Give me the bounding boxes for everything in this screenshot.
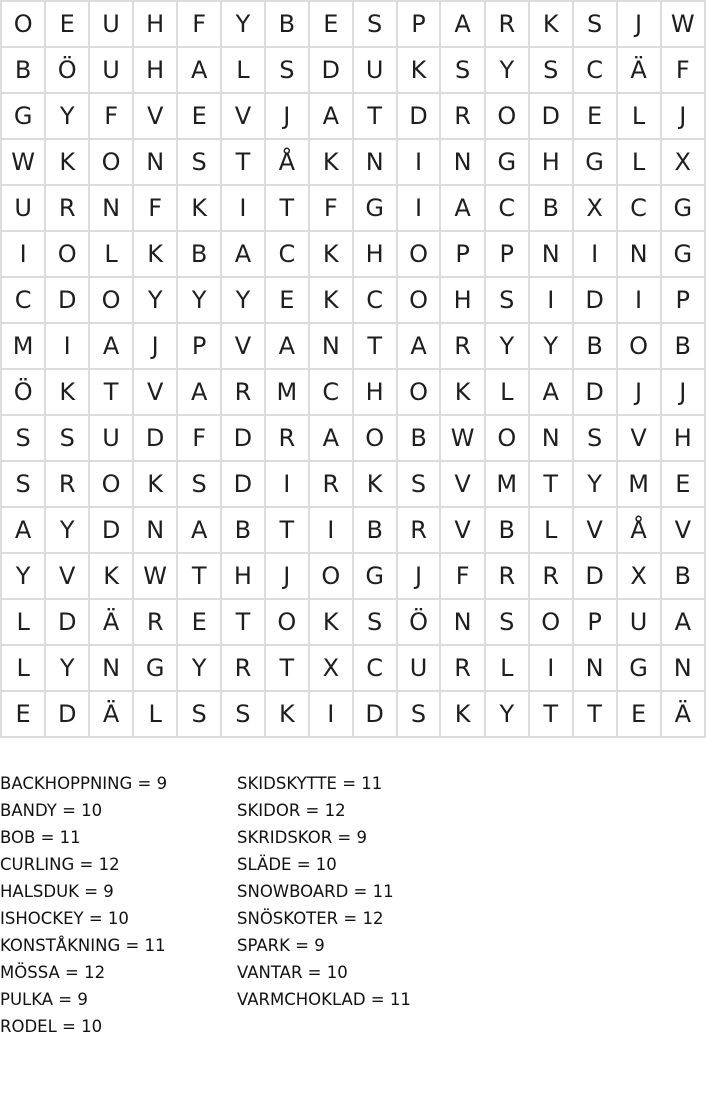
grid-cell[interactable]: N [440,139,484,185]
grid-cell[interactable]: J [617,1,661,47]
grid-cell[interactable]: J [265,93,309,139]
grid-cell[interactable]: F [309,185,353,231]
grid-cell[interactable]: K [353,461,397,507]
grid-cell[interactable]: Ö [397,599,441,645]
grid-cell[interactable]: D [45,691,89,737]
grid-cell[interactable]: Y [529,323,573,369]
grid-cell[interactable]: P [485,231,529,277]
grid-cell[interactable]: J [617,369,661,415]
grid-row [1,369,705,415]
grid-row [1,323,705,369]
grid-cell[interactable]: O [397,277,441,323]
grid-cell[interactable]: I [221,185,265,231]
grid-cell[interactable]: G [353,553,397,599]
grid-cell[interactable]: W [661,1,705,47]
word-list-item: SPARK = 9 [237,936,325,955]
grid-cell[interactable]: E [177,599,221,645]
grid-cell[interactable]: I [397,139,441,185]
grid-cell[interactable]: S [177,139,221,185]
grid-cell[interactable]: A [309,415,353,461]
grid-cell[interactable]: G [133,645,177,691]
grid-row [1,461,705,507]
grid-cell[interactable]: B [485,507,529,553]
grid-cell[interactable]: G [353,185,397,231]
grid-cell[interactable]: F [661,47,705,93]
grid-cell[interactable]: E [661,461,705,507]
grid-cell[interactable]: H [133,1,177,47]
grid-cell[interactable]: Å [265,139,309,185]
word-list-item: HALSDUK = 9 [0,882,114,901]
grid-cell[interactable]: I [309,691,353,737]
grid-cell[interactable]: O [89,461,133,507]
grid-cell[interactable]: J [661,369,705,415]
grid-cell[interactable]: H [661,415,705,461]
grid-cell[interactable]: E [617,691,661,737]
grid-cell[interactable]: O [485,93,529,139]
grid-cell[interactable]: X [617,553,661,599]
grid-cell[interactable]: U [89,47,133,93]
grid-cell[interactable]: Ö [45,47,89,93]
grid-cell[interactable]: P [397,1,441,47]
grid-cell[interactable]: I [397,185,441,231]
word-list-item: SNOWBOARD = 11 [237,882,394,901]
grid-cell[interactable]: I [1,231,45,277]
grid-cell[interactable]: N [573,645,617,691]
grid-cell[interactable]: O [485,415,529,461]
grid-cell[interactable]: F [89,93,133,139]
grid-cell[interactable]: A [529,369,573,415]
grid-cell[interactable]: N [529,415,573,461]
grid-cell[interactable]: R [265,415,309,461]
grid-cell[interactable]: R [485,1,529,47]
grid-cell[interactable]: W [440,415,484,461]
grid-cell[interactable]: R [440,645,484,691]
grid-cell[interactable]: E [1,691,45,737]
grid-cell[interactable]: A [397,323,441,369]
grid-cell[interactable]: A [177,47,221,93]
grid-cell[interactable]: E [177,93,221,139]
grid-cell[interactable]: D [353,691,397,737]
grid-cell[interactable]: S [573,415,617,461]
grid-cell[interactable]: R [221,645,265,691]
grid-cell[interactable]: L [485,645,529,691]
grid-cell[interactable]: L [221,47,265,93]
grid-cell[interactable]: U [353,47,397,93]
grid-cell[interactable]: A [661,599,705,645]
grid-row [1,231,705,277]
word-list-item: PULKA = 9 [0,990,88,1009]
grid-cell[interactable]: G [485,139,529,185]
word-list-item: SNÖSKOTER = 12 [237,909,384,928]
grid-cell[interactable]: C [617,185,661,231]
grid-cell[interactable]: Y [133,277,177,323]
grid-cell[interactable]: I [529,277,573,323]
grid-cell[interactable]: O [353,415,397,461]
grid-cell[interactable]: N [89,645,133,691]
grid-cell[interactable]: Y [1,553,45,599]
word-list-item: BOB = 11 [0,828,81,847]
grid-cell[interactable]: V [133,93,177,139]
grid-cell[interactable]: C [573,47,617,93]
grid-cell[interactable]: D [309,47,353,93]
grid-cell[interactable]: K [529,1,573,47]
grid-cell[interactable]: A [309,93,353,139]
grid-cell[interactable]: Y [221,1,265,47]
grid-cell[interactable]: M [1,323,45,369]
grid-row [1,553,705,599]
grid-cell[interactable]: K [89,553,133,599]
grid-cell[interactable]: P [661,277,705,323]
grid-cell[interactable]: B [353,507,397,553]
grid-cell[interactable]: C [265,231,309,277]
grid-cell[interactable]: L [617,93,661,139]
grid-cell[interactable]: B [573,323,617,369]
grid-cell[interactable]: D [529,93,573,139]
grid-cell[interactable]: N [133,139,177,185]
grid-cell[interactable]: N [617,231,661,277]
grid-cell[interactable]: R [529,553,573,599]
grid-cell[interactable]: D [133,415,177,461]
grid-cell[interactable]: Y [485,47,529,93]
word-list-item: SKIDSKYTTE = 11 [237,774,383,793]
grid-cell[interactable]: X [661,139,705,185]
word-list-item: ISHOCKEY = 10 [0,909,129,928]
word-list-item: SLÄDE = 10 [237,855,337,874]
grid-cell[interactable]: R [440,93,484,139]
grid-cell[interactable]: B [529,185,573,231]
grid-row [1,47,705,93]
word-list-item: CURLING = 12 [0,855,120,874]
grid-cell[interactable]: N [309,323,353,369]
grid-cell[interactable]: K [309,599,353,645]
grid-cell[interactable]: D [89,507,133,553]
grid-cell[interactable]: Ä [89,691,133,737]
grid-cell[interactable]: W [133,553,177,599]
grid-cell[interactable]: G [661,231,705,277]
grid-cell[interactable]: M [617,461,661,507]
grid-cell[interactable]: T [265,185,309,231]
grid-cell[interactable]: B [177,231,221,277]
grid-row [1,415,705,461]
grid-cell[interactable]: S [265,47,309,93]
grid-cell[interactable]: U [397,645,441,691]
grid-cell[interactable]: A [221,231,265,277]
grid-cell[interactable]: E [573,93,617,139]
grid-cell[interactable]: T [221,139,265,185]
grid-cell[interactable]: R [485,553,529,599]
grid-cell[interactable]: V [133,369,177,415]
grid-cell[interactable]: S [177,461,221,507]
grid-cell[interactable]: K [440,691,484,737]
grid-cell[interactable]: J [397,553,441,599]
grid-cell[interactable]: Y [177,277,221,323]
grid-cell[interactable]: K [45,139,89,185]
grid-cell[interactable]: E [309,1,353,47]
grid-cell[interactable]: I [45,323,89,369]
grid-cell[interactable]: J [133,323,177,369]
grid-cell[interactable]: T [221,599,265,645]
grid-row [1,691,705,737]
grid-cell[interactable]: O [1,1,45,47]
word-list-item: VARMCHOKLAD = 11 [237,990,411,1009]
grid-cell[interactable]: H [353,231,397,277]
grid-cell[interactable]: T [177,553,221,599]
grid-cell[interactable]: V [440,461,484,507]
grid-cell[interactable]: O [397,231,441,277]
grid-cell[interactable]: S [397,691,441,737]
grid-cell[interactable]: L [617,139,661,185]
grid-cell[interactable]: H [440,277,484,323]
grid-cell[interactable]: S [529,47,573,93]
grid-cell[interactable]: Ä [89,599,133,645]
grid-cell[interactable]: R [45,461,89,507]
grid-cell[interactable]: L [133,691,177,737]
grid-cell[interactable]: V [221,323,265,369]
grid-cell[interactable]: D [573,553,617,599]
grid-cell[interactable]: P [177,323,221,369]
grid-cell[interactable]: G [661,185,705,231]
grid-cell[interactable]: S [1,461,45,507]
word-list-item: RODEL = 10 [0,1017,103,1036]
grid-cell[interactable]: A [265,323,309,369]
grid-cell[interactable]: O [89,139,133,185]
grid-cell[interactable]: U [1,185,45,231]
grid-cell[interactable]: K [133,231,177,277]
grid-cell[interactable]: D [573,277,617,323]
grid-cell[interactable]: S [440,47,484,93]
grid-cell[interactable]: F [177,1,221,47]
grid-cell[interactable]: T [265,645,309,691]
grid-cell[interactable]: K [177,185,221,231]
grid-row [1,277,705,323]
grid-cell[interactable]: N [529,231,573,277]
grid-cell[interactable]: M [265,369,309,415]
grid-cell[interactable]: N [133,507,177,553]
word-list-item: BACKHOPPNING = 9 [0,774,168,793]
grid-cell[interactable]: Y [177,645,221,691]
grid-cell[interactable]: O [265,599,309,645]
grid-cell[interactable]: I [617,277,661,323]
word-list-item: SKIDOR = 12 [237,801,346,820]
grid-cell[interactable]: A [440,185,484,231]
grid-cell[interactable]: R [440,323,484,369]
grid-cell[interactable]: J [265,553,309,599]
grid-cell[interactable]: G [573,139,617,185]
grid-cell[interactable]: T [89,369,133,415]
grid-cell[interactable]: K [309,277,353,323]
grid-cell[interactable]: D [573,369,617,415]
grid-cell[interactable]: F [133,185,177,231]
grid-cell[interactable]: B [397,415,441,461]
grid-cell[interactable]: D [221,415,265,461]
grid-cell[interactable]: L [529,507,573,553]
grid-cell[interactable]: W [1,139,45,185]
grid-cell[interactable]: U [89,1,133,47]
grid-cell[interactable]: R [309,461,353,507]
grid-cell[interactable]: A [440,1,484,47]
grid-row [1,507,705,553]
grid-cell[interactable]: V [440,507,484,553]
grid-cell[interactable]: S [485,599,529,645]
grid-cell[interactable]: N [353,139,397,185]
grid-cell[interactable]: Y [221,277,265,323]
grid-cell[interactable]: D [221,461,265,507]
grid-cell[interactable]: K [45,369,89,415]
grid-cell[interactable]: P [440,231,484,277]
word-list-item: BANDY = 10 [0,801,103,820]
grid-cell[interactable]: N [89,185,133,231]
grid-cell[interactable]: Y [485,323,529,369]
grid-cell[interactable]: D [45,277,89,323]
grid-cell[interactable]: C [1,277,45,323]
grid-cell[interactable]: T [353,323,397,369]
grid-cell[interactable]: L [89,231,133,277]
grid-cell[interactable]: O [89,277,133,323]
grid-cell[interactable]: I [309,507,353,553]
grid-cell[interactable]: Y [45,93,89,139]
grid-cell[interactable]: I [573,231,617,277]
grid-cell[interactable]: I [529,645,573,691]
grid-cell[interactable]: L [1,599,45,645]
grid-cell[interactable]: L [485,369,529,415]
grid-cell[interactable]: E [45,1,89,47]
word-list-item: SKRIDSKOR = 9 [237,828,367,847]
grid-cell[interactable]: B [661,553,705,599]
grid-cell[interactable]: S [353,1,397,47]
grid-cell[interactable]: I [265,461,309,507]
grid-cell[interactable]: S [177,691,221,737]
grid-cell[interactable]: B [265,1,309,47]
word-list-item: VANTAR = 10 [237,963,348,982]
grid-cell[interactable]: O [309,553,353,599]
grid-row [1,645,705,691]
grid-cell[interactable]: U [617,599,661,645]
grid-cell[interactable]: A [1,507,45,553]
grid-cell[interactable]: X [573,185,617,231]
grid-cell[interactable]: O [45,231,89,277]
grid-row [1,1,705,47]
grid-cell[interactable]: K [133,461,177,507]
grid-cell[interactable]: R [133,599,177,645]
grid-cell[interactable]: Ä [617,47,661,93]
grid-cell[interactable]: K [309,231,353,277]
grid-cell[interactable]: H [353,369,397,415]
grid-cell[interactable]: T [529,461,573,507]
grid-cell[interactable]: V [661,507,705,553]
grid-cell[interactable]: K [265,691,309,737]
grid-cell[interactable]: V [221,93,265,139]
grid-cell[interactable]: A [177,369,221,415]
grid-cell[interactable]: B [1,47,45,93]
grid-cell[interactable]: Å [617,507,661,553]
grid-cell[interactable]: H [221,553,265,599]
grid-cell[interactable]: S [45,415,89,461]
grid-cell[interactable]: T [353,93,397,139]
grid-cell[interactable]: S [221,691,265,737]
grid-cell[interactable]: L [1,645,45,691]
grid-cell[interactable]: A [177,507,221,553]
grid-cell[interactable]: S [397,461,441,507]
grid-cell[interactable]: K [440,369,484,415]
grid-cell[interactable]: V [45,553,89,599]
grid-cell[interactable]: Ä [661,691,705,737]
grid-cell[interactable]: O [397,369,441,415]
grid-cell[interactable]: V [617,415,661,461]
grid-cell[interactable]: N [661,645,705,691]
grid-cell[interactable]: G [1,93,45,139]
grid-cell[interactable]: C [353,645,397,691]
grid-cell[interactable]: C [353,277,397,323]
word-list-item: KONSTÅKNING = 11 [0,936,166,955]
grid-cell[interactable]: S [1,415,45,461]
grid-cell[interactable]: R [45,185,89,231]
word-list-left [0,770,167,1040]
grid-cell[interactable]: Y [573,461,617,507]
grid-cell[interactable]: J [661,93,705,139]
grid-row [1,185,705,231]
grid-cell[interactable]: B [661,323,705,369]
grid-cell[interactable]: S [485,277,529,323]
grid-cell[interactable]: D [397,93,441,139]
grid-cell[interactable]: G [617,645,661,691]
grid-cell[interactable]: H [133,47,177,93]
grid-cell[interactable]: K [397,47,441,93]
grid-cell[interactable]: Y [485,691,529,737]
grid-cell[interactable]: T [529,691,573,737]
grid-cell[interactable]: X [309,645,353,691]
grid-cell[interactable]: T [573,691,617,737]
grid-cell[interactable]: Y [45,645,89,691]
grid-row [1,599,705,645]
grid-row [1,139,705,185]
grid-cell[interactable]: A [89,323,133,369]
grid-cell[interactable]: M [485,461,529,507]
grid-cell[interactable]: F [440,553,484,599]
grid-row [1,93,705,139]
grid-cell[interactable]: V [573,507,617,553]
word-list-item: MÖSSA = 12 [0,963,106,982]
grid-cell[interactable]: T [265,507,309,553]
grid-cell[interactable]: Ö [1,369,45,415]
grid-cell[interactable]: N [440,599,484,645]
grid-cell[interactable]: P [573,599,617,645]
grid-cell[interactable]: D [45,599,89,645]
grid-cell[interactable]: H [529,139,573,185]
grid-cell[interactable]: E [265,277,309,323]
grid-cell[interactable]: S [353,599,397,645]
grid-cell[interactable]: C [309,369,353,415]
grid-cell[interactable]: S [573,1,617,47]
grid-cell[interactable]: B [221,507,265,553]
grid-cell[interactable]: R [397,507,441,553]
grid-cell[interactable]: O [617,323,661,369]
grid-cell[interactable]: C [485,185,529,231]
grid-cell[interactable]: O [529,599,573,645]
word-list-right [237,770,411,1013]
grid-cell[interactable]: R [221,369,265,415]
grid-cell[interactable]: U [89,415,133,461]
grid-cell[interactable]: F [177,415,221,461]
grid-cell[interactable]: Y [45,507,89,553]
grid-cell[interactable]: K [309,139,353,185]
